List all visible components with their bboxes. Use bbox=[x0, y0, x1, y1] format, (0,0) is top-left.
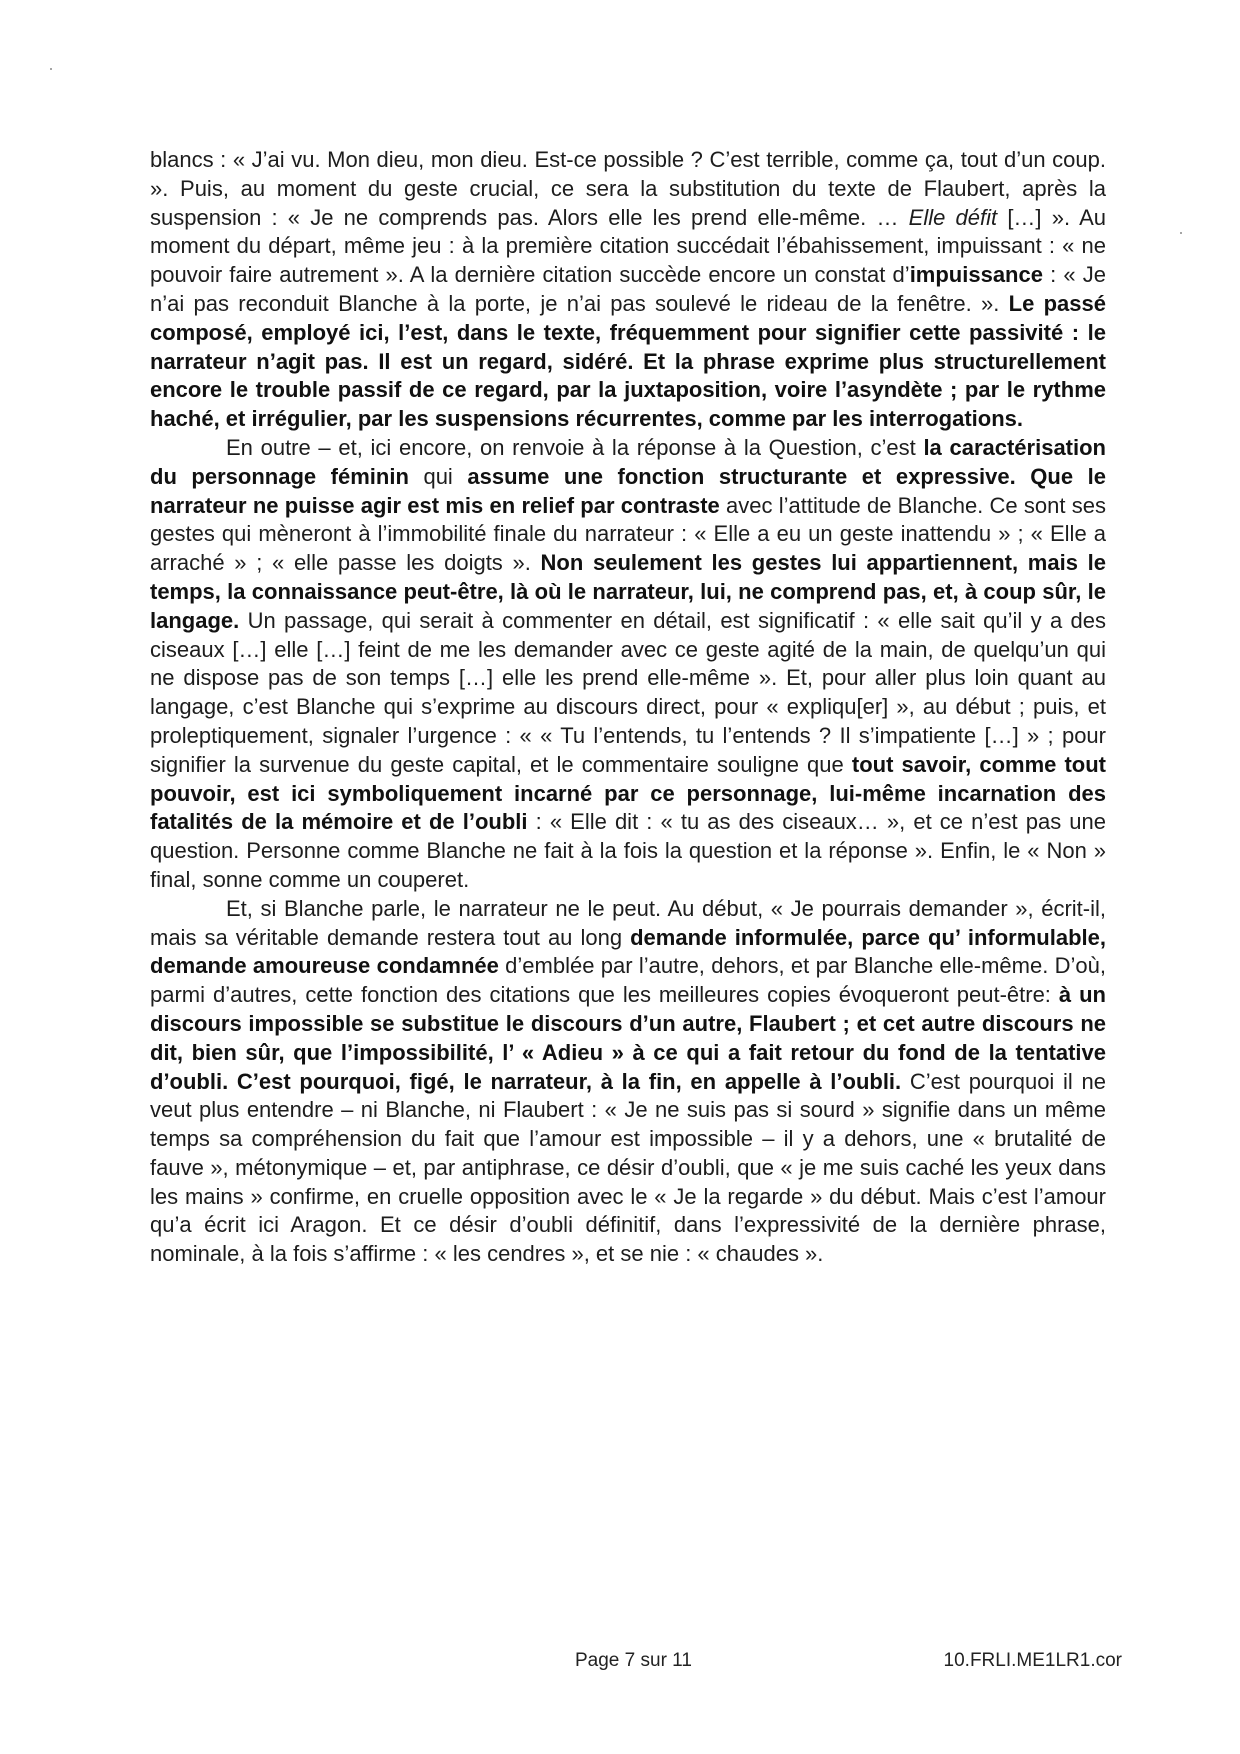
italic-text: Elle défit bbox=[908, 204, 998, 230]
bold-text: la caractérisation du personnage féminin bbox=[150, 434, 1106, 489]
text-run: Et, si Blanche parle, le narrateur ne le peut. Au début, « Je pourrais demander », écrit-il, mais sa véritable demande restera tout au long bbox=[150, 895, 1106, 950]
text-run: qui bbox=[408, 463, 468, 489]
text-run: En outre – et, ici encore, on renvoie à la réponse à la Question, c’est bbox=[226, 434, 924, 460]
page-number: Page 7 sur 11 bbox=[575, 1650, 692, 1671]
bold-text: tout savoir, comme tout pouvoir, est ici symboliquement incarné par ce personnage, lui-même incarnation des fatalités de la mémoire et de l’oubli bbox=[150, 751, 1106, 835]
bold-text: impuissance bbox=[909, 262, 1043, 288]
text-run: Un passage, qui serait à commenter en détail, est significatif : « elle sait qu’il y a des ciseaux […] elle […] feint de me les demander avec ce geste agité de la main, de quelqu’un qui ne dispose pas de son temps […] elle les prend elle-même ». Et, pour aller plus loin quant au langage, c’est Blanche qui s’exprime au discours direct, pour « expliqu[er] », au début ; puis, et proleptiquement, signaler l’urgence : « « Tu l’entends, tu l’entends ? Il s’impatiente […] » ; pour signifier la survenue du geste capital, et le commentaire souligne que bbox=[150, 607, 1106, 777]
paragraph bbox=[150, 146, 1106, 434]
bold-text: Le passé composé, employé ici, l’est, dans le texte, fréquemment pour signifier cette passivité : le narrateur n’agit pas. Il est un regard, sidéré. Et la phrase exprime plus structurellement encore le trouble passif de ce regard, par la juxtaposition, voire l’asyndète ; par le rythme haché, et irrégulier, par les suspensions récurrentes, comme par les interrogations. bbox=[150, 290, 1106, 432]
text-run: : « Je n’ai pas reconduit Blanche à la porte, je n’ai pas soulevé le rideau de la fenêtre. ». bbox=[150, 262, 1107, 316]
text-run: C’est pourquoi il ne veut plus entendre – ni Blanche, ni Flaubert : « Je ne suis pas si sourd » signifie dans un même temps sa compréhension du fait que l’amour est impossible – il y a dehors, une « brutalité de fauve », métonymique – et, par antiphrase, ce désir d’oubli, que « je me suis caché les yeux dans les mains » confirme, en cruelle opposition avec le « Je la regarde » du début. Mais c’est l’amour qu’a écrit ici Aragon. Et ce désir d’oubli définitif, dans l’expressivité de la dernière phrase, nominale, à la fois s’affirme : « les cendres », et se nie : « chaudes ». bbox=[150, 1068, 1106, 1267]
body-text bbox=[150, 146, 1106, 1269]
paragraph bbox=[150, 434, 1106, 895]
text-run: d’emblée par l’autre, dehors, et par Blanche elle-même. D’où, parmi d’autres, cette fonction des citations que les meilleures copies évoqueront peut-être: bbox=[150, 953, 1106, 1008]
bold-text: demande informulée, parce qu’ informulable, demande amoureuse condamnée bbox=[150, 924, 1106, 979]
text-run: […] ». Au moment du départ, même jeu : à la première citation succédait l’ébahissement, impuissant : « ne pouvoir faire autrement ». A la dernière citation succède encore un constat d’ bbox=[150, 204, 1106, 288]
bold-text: à un discours impossible se substitue le discours d’un autre, Flaubert ; et cet autre discours ne dit, bien sûr, que l’impossibilité, l’ « Adieu » à ce qui a fait retour du fond de la tentative d’oubli. C’est pourquoi, figé, le narrateur, à la fin, en appelle à l’oubli. bbox=[150, 982, 1106, 1094]
scan-speck bbox=[1180, 232, 1182, 234]
text-run: avec l’attitude de Blanche. Ce sont ses gestes qui mèneront à l’immobilité finale du narrateur : « Elle a eu un geste inattendu » ; « Elle a arraché » ; « elle passe les doigts ». bbox=[150, 492, 1106, 576]
bold-text: Non seulement les gestes lui appartiennent, mais le temps, la connaissance peut-être, là où le narrateur, lui, ne comprend pas, et, à coup sûr, le langage. bbox=[150, 550, 1106, 633]
bold-text: assume une fonction structurante et expressive. Que le narrateur ne puisse agir est mis en relief par contraste bbox=[150, 463, 1106, 518]
document-reference: 10.FRLI.ME1LR1.cor bbox=[943, 1650, 1122, 1671]
text-run: : « Elle dit : « tu as des ciseaux… », et ce n’est pas une question. Personne comme Blanche ne fait à la fois la question et la réponse ». Enfin, le « Non » final, sonne comme un couperet. bbox=[150, 809, 1107, 892]
paragraph bbox=[150, 895, 1106, 1269]
text-run: blancs : « J’ai vu. Mon dieu, mon dieu. Est-ce possible ? C’est terrible, comme ça, tout d’un coup. ». Puis, au moment du geste crucial, ce sera la substitution du texte de Flaubert, après la suspension : « Je ne comprends pas. Alors elle les prend elle-même. … bbox=[150, 147, 1106, 230]
scan-speck bbox=[50, 68, 52, 70]
